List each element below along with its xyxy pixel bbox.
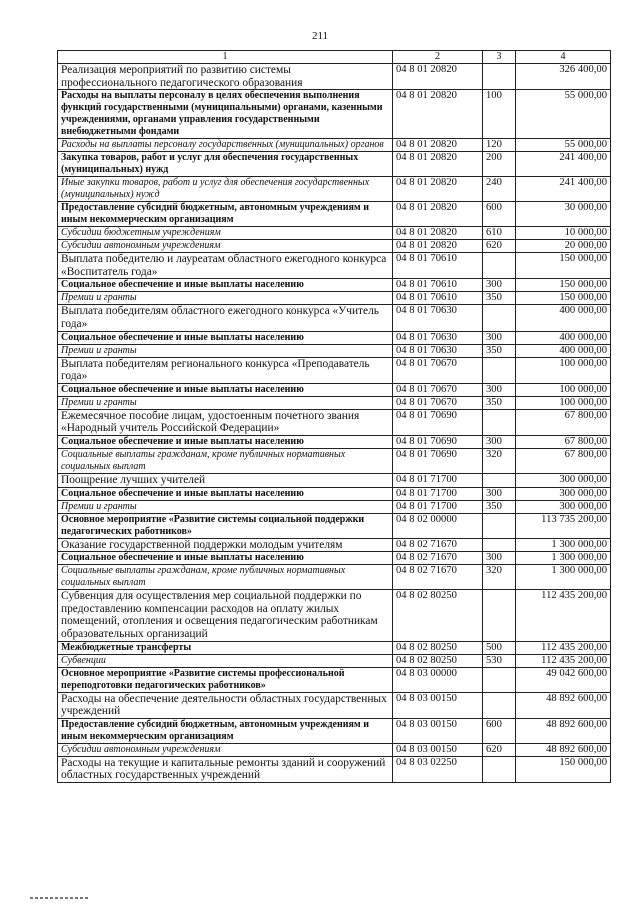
row-expense-type: 100 — [483, 90, 516, 139]
row-expense-type: 620 — [483, 743, 516, 756]
row-name: Социальные выплаты гражданам, кроме публичных нормативных социальных выплат — [58, 448, 393, 473]
row-target-code: 04 8 01 20820 — [393, 90, 483, 139]
table-row — [58, 90, 611, 139]
row-target-code: 04 8 01 71700 — [393, 473, 483, 487]
row-amount: 241 400,00 — [516, 152, 611, 177]
column-number-row — [58, 51, 611, 64]
table-row — [58, 383, 611, 396]
table-row — [58, 292, 611, 305]
table-row — [58, 654, 611, 667]
row-amount: 241 400,00 — [516, 177, 611, 202]
row-name: Иные закупки товаров, работ и услуг для обеспечения государственных (муниципальных) нужд — [58, 177, 393, 202]
row-target-code: 04 8 02 80250 — [393, 654, 483, 667]
row-target-code: 04 8 01 70610 — [393, 253, 483, 279]
row-expense-type — [483, 473, 516, 487]
budget-table — [57, 50, 611, 783]
row-amount: 30 000,00 — [516, 202, 611, 227]
row-name: Премии и гранты — [58, 396, 393, 409]
row-expense-type — [483, 357, 516, 383]
row-amount: 100 000,00 — [516, 383, 611, 396]
row-name: Поощрение лучших учителей — [58, 473, 393, 487]
row-expense-type — [483, 253, 516, 279]
row-amount: 48 892 600,00 — [516, 718, 611, 743]
row-amount: 100 000,00 — [516, 396, 611, 409]
table-row — [58, 202, 611, 227]
row-name: Социальное обеспечение и иные выплаты населению — [58, 279, 393, 292]
row-target-code: 04 8 01 70690 — [393, 409, 483, 435]
table-row — [58, 64, 611, 90]
table-row — [58, 743, 611, 756]
row-amount: 67 800,00 — [516, 409, 611, 435]
budget-table-body — [58, 51, 611, 783]
row-amount: 150 000,00 — [516, 279, 611, 292]
table-row — [58, 590, 611, 641]
row-name: Закупка товаров, работ и услуг для обеспечения государственных (муниципальных) нужд — [58, 152, 393, 177]
row-expense-type: 300 — [483, 552, 516, 565]
table-row — [58, 513, 611, 538]
table-row — [58, 641, 611, 654]
row-amount: 400 000,00 — [516, 331, 611, 344]
row-name: Межбюджетные трансферты — [58, 641, 393, 654]
row-expense-type: 350 — [483, 500, 516, 513]
row-name: Социальные выплаты гражданам, кроме публичных нормативных социальных выплат — [58, 565, 393, 590]
row-amount: 300 000,00 — [516, 473, 611, 487]
column-number-2: 2 — [393, 51, 483, 64]
row-expense-type: 350 — [483, 292, 516, 305]
row-target-code: 04 8 01 71700 — [393, 487, 483, 500]
row-name: Расходы на выплаты персоналу в целях обеспечения выполнения функций государственными (муниципальными) органами, казенными учреждениями, органами управления государственными внебюджетными фондами — [58, 90, 393, 139]
row-expense-type: 610 — [483, 227, 516, 240]
row-target-code: 04 8 02 71670 — [393, 538, 483, 552]
row-expense-type: 350 — [483, 344, 516, 357]
row-target-code: 04 8 01 70610 — [393, 292, 483, 305]
row-expense-type: 620 — [483, 240, 516, 253]
table-row — [58, 409, 611, 435]
row-expense-type — [483, 513, 516, 538]
row-expense-type: 300 — [483, 383, 516, 396]
row-target-code: 04 8 02 00000 — [393, 513, 483, 538]
row-name: Выплата победителям областного ежегодного конкурса «Учитель года» — [58, 305, 393, 331]
row-name: Субвенция для осуществления мер социальной поддержки по предоставлению компенсации расходов на оплату жилых помещений, отопления и освещения педагогическим работникам образовательных организаций — [58, 590, 393, 641]
row-target-code: 04 8 01 20820 — [393, 139, 483, 152]
row-expense-type — [483, 305, 516, 331]
row-amount: 49 042 600,00 — [516, 667, 611, 692]
table-row — [58, 487, 611, 500]
row-target-code: 04 8 01 70630 — [393, 305, 483, 331]
table-row — [58, 177, 611, 202]
row-amount: 100 000,00 — [516, 357, 611, 383]
row-name: Расходы на обеспечение деятельности областных государственных учреждений — [58, 692, 393, 718]
row-name: Социальное обеспечение и иные выплаты населению — [58, 331, 393, 344]
row-target-code: 04 8 01 70670 — [393, 396, 483, 409]
row-amount: 300 000,00 — [516, 500, 611, 513]
row-target-code: 04 8 02 80250 — [393, 641, 483, 654]
table-row — [58, 344, 611, 357]
table-row — [58, 357, 611, 383]
row-name: Социальное обеспечение и иные выплаты населению — [58, 383, 393, 396]
row-name: Социальное обеспечение и иные выплаты населению — [58, 435, 393, 448]
row-expense-type: 300 — [483, 435, 516, 448]
row-name: Премии и гранты — [58, 500, 393, 513]
row-target-code: 04 8 01 20820 — [393, 240, 483, 253]
scan-footer-mark — [30, 897, 90, 899]
row-target-code: 04 8 03 00150 — [393, 692, 483, 718]
row-amount: 112 435 200,00 — [516, 654, 611, 667]
row-target-code: 04 8 03 00150 — [393, 743, 483, 756]
row-amount: 1 300 000,00 — [516, 552, 611, 565]
row-expense-type: 600 — [483, 202, 516, 227]
row-expense-type — [483, 692, 516, 718]
row-target-code: 04 8 01 70670 — [393, 383, 483, 396]
row-name: Ежемесячное пособие лицам, удостоенным почетного звания «Народный учитель Российской Федерации» — [58, 409, 393, 435]
table-row — [58, 552, 611, 565]
table-row — [58, 565, 611, 590]
row-name: Оказание государственной поддержки молодым учителям — [58, 538, 393, 552]
table-row — [58, 139, 611, 152]
row-expense-type — [483, 590, 516, 641]
row-target-code: 04 8 01 20820 — [393, 202, 483, 227]
row-target-code: 04 8 02 71670 — [393, 552, 483, 565]
row-expense-type — [483, 64, 516, 90]
row-name: Выплата победителям регионального конкурса «Преподаватель года» — [58, 357, 393, 383]
row-amount: 1 300 000,00 — [516, 538, 611, 552]
row-amount: 113 735 200,00 — [516, 513, 611, 538]
row-amount: 48 892 600,00 — [516, 743, 611, 756]
row-target-code: 04 8 01 70670 — [393, 357, 483, 383]
row-expense-type: 200 — [483, 152, 516, 177]
row-target-code: 04 8 01 20820 — [393, 227, 483, 240]
row-name: Выплата победителю и лауреатам областного ежегодного конкурса «Воспитатель года» — [58, 253, 393, 279]
table-row — [58, 227, 611, 240]
table-row — [58, 473, 611, 487]
row-target-code: 04 8 01 70690 — [393, 435, 483, 448]
row-name: Расходы на выплаты персоналу государственных (муниципальных) органов — [58, 139, 393, 152]
table-row — [58, 538, 611, 552]
row-amount: 150 000,00 — [516, 756, 611, 782]
row-amount: 150 000,00 — [516, 292, 611, 305]
row-expense-type: 320 — [483, 565, 516, 590]
table-row — [58, 435, 611, 448]
row-target-code: 04 8 01 20820 — [393, 64, 483, 90]
table-row — [58, 152, 611, 177]
table-row — [58, 279, 611, 292]
table-row — [58, 331, 611, 344]
row-name: Предоставление субсидий бюджетным, автономным учреждениям и иным некоммерческим организациям — [58, 718, 393, 743]
row-target-code: 04 8 01 70630 — [393, 344, 483, 357]
row-amount: 67 800,00 — [516, 448, 611, 473]
row-expense-type — [483, 409, 516, 435]
row-expense-type: 300 — [483, 487, 516, 500]
row-name: Социальное обеспечение и иные выплаты населению — [58, 487, 393, 500]
row-amount: 55 000,00 — [516, 90, 611, 139]
table-row — [58, 692, 611, 718]
row-target-code: 04 8 03 00150 — [393, 718, 483, 743]
row-name: Субсидии автономным учреждениям — [58, 240, 393, 253]
row-amount: 150 000,00 — [516, 253, 611, 279]
table-row — [58, 667, 611, 692]
row-expense-type: 320 — [483, 448, 516, 473]
row-amount: 55 000,00 — [516, 139, 611, 152]
row-expense-type: 300 — [483, 331, 516, 344]
row-expense-type: 530 — [483, 654, 516, 667]
row-name: Предоставление субсидий бюджетным, автономным учреждениям и иным некоммерческим организациям — [58, 202, 393, 227]
row-amount: 10 000,00 — [516, 227, 611, 240]
row-target-code: 04 8 01 70610 — [393, 279, 483, 292]
row-amount: 1 300 000,00 — [516, 565, 611, 590]
row-target-code: 04 8 02 80250 — [393, 590, 483, 641]
table-row — [58, 305, 611, 331]
row-expense-type — [483, 756, 516, 782]
row-expense-type: 120 — [483, 139, 516, 152]
row-target-code: 04 8 03 00000 — [393, 667, 483, 692]
row-target-code: 04 8 02 71670 — [393, 565, 483, 590]
row-name: Реализация мероприятий по развитию системы профессионального педагогического образования — [58, 64, 393, 90]
row-target-code: 04 8 03 02250 — [393, 756, 483, 782]
row-amount: 400 000,00 — [516, 344, 611, 357]
page-number: 211 — [311, 30, 329, 42]
table-row — [58, 448, 611, 473]
row-amount: 20 000,00 — [516, 240, 611, 253]
row-name: Социальное обеспечение и иные выплаты населению — [58, 552, 393, 565]
row-name: Субсидии автономным учреждениям — [58, 743, 393, 756]
table-row — [58, 718, 611, 743]
row-name: Премии и гранты — [58, 344, 393, 357]
row-target-code: 04 8 01 71700 — [393, 500, 483, 513]
row-expense-type: 600 — [483, 718, 516, 743]
row-amount: 48 892 600,00 — [516, 692, 611, 718]
table-row — [58, 240, 611, 253]
row-name: Субсидии бюджетным учреждениям — [58, 227, 393, 240]
row-name: Основное мероприятие «Развитие системы профессиональной переподготовки педагогических работников» — [58, 667, 393, 692]
row-amount: 326 400,00 — [516, 64, 611, 90]
row-expense-type — [483, 538, 516, 552]
row-target-code: 04 8 01 20820 — [393, 152, 483, 177]
row-expense-type — [483, 667, 516, 692]
row-amount: 67 800,00 — [516, 435, 611, 448]
row-amount: 112 435 200,00 — [516, 590, 611, 641]
row-target-code: 04 8 01 20820 — [393, 177, 483, 202]
row-name: Расходы на текущие и капитальные ремонты зданий и сооружений областных государственных учреждений — [58, 756, 393, 782]
row-amount: 400 000,00 — [516, 305, 611, 331]
row-expense-type: 500 — [483, 641, 516, 654]
table-row — [58, 396, 611, 409]
row-expense-type: 240 — [483, 177, 516, 202]
row-expense-type: 350 — [483, 396, 516, 409]
column-number-4: 4 — [516, 51, 611, 64]
row-name: Субвенции — [58, 654, 393, 667]
row-target-code: 04 8 01 70630 — [393, 331, 483, 344]
column-number-1: 1 — [58, 51, 393, 64]
table-row — [58, 756, 611, 782]
table-row — [58, 500, 611, 513]
row-name: Премии и гранты — [58, 292, 393, 305]
column-number-3: 3 — [483, 51, 516, 64]
row-target-code: 04 8 01 70690 — [393, 448, 483, 473]
row-amount: 112 435 200,00 — [516, 641, 611, 654]
row-name: Основное мероприятие «Развитие системы социальной поддержки педагогических работников» — [58, 513, 393, 538]
table-row — [58, 253, 611, 279]
row-amount: 300 000,00 — [516, 487, 611, 500]
row-expense-type: 300 — [483, 279, 516, 292]
